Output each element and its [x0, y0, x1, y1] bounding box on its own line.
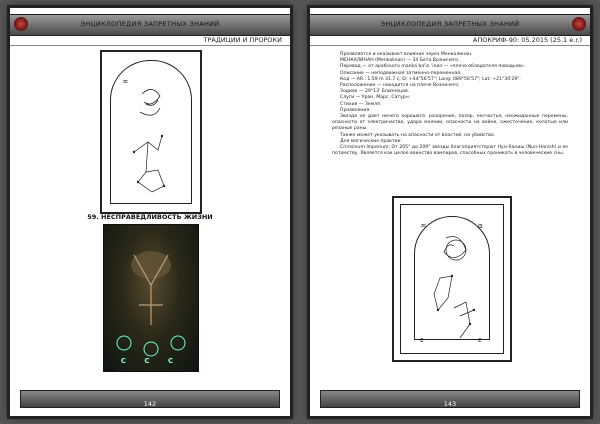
text-line: Стихия — Земля.	[340, 101, 382, 107]
text-line: Также может указывать на опасности от властей, на убийство.	[340, 132, 496, 138]
header-title: ЭНЦИКЛОПЕДИЯ ЗАПРЕТНЫХ ЗНАНИЙ	[380, 20, 520, 28]
text-line: Для магических практик:	[340, 138, 402, 144]
text-line: Зодиак — 29°13' Близнецов.	[340, 89, 410, 95]
section-title: АПОКРИФ-90: 05.2015 (25.1 e.r.)	[472, 36, 582, 44]
text-line: Crimsinum Imperium: От 205° до 209° звезды благоприятствуют Нун-Ханиш (Nun-Hanish) и ее потомству. Является как целое воинство вампиров, способных проникать в человеческие сны.	[332, 145, 568, 157]
emblem-icon	[572, 17, 586, 31]
figure-caption: 59. НЕСПРАВЕДЛИВОСТЬ ЖИЗНИ	[87, 213, 213, 221]
sigil-frame	[100, 50, 202, 214]
text-line: Описание — неподвижная затменно-переменная.	[340, 70, 462, 76]
page-footer	[320, 390, 580, 408]
text-line: Перевод — от арабского manka ba'in 'inan — «плечо обладателя поводьев».	[340, 64, 526, 70]
divider	[10, 45, 290, 46]
left-page	[10, 8, 290, 416]
svg-text:♒: ♒	[122, 78, 129, 86]
header-bar	[310, 14, 590, 36]
sigil-drawing	[394, 198, 510, 360]
tarot-labels: С С С	[120, 357, 182, 365]
divider	[310, 45, 590, 46]
header-title: ЭНЦИКЛОПЕДИЯ ЗАПРЕТНЫХ ЗНАНИЙ	[80, 20, 220, 28]
glyph-1: ♒	[420, 222, 427, 230]
page-number: 143	[443, 400, 457, 408]
sigil-drawing	[102, 52, 200, 212]
emblem-icon	[14, 17, 28, 31]
text-line: Код — AR.: 1.59 m 31.7 c; D: +44°56'57"; Long: 089°56'57"; Lat: +21°30'29".	[340, 76, 521, 82]
tarot-card-image	[103, 224, 199, 372]
text-line: Звезда не дает ничего хорошего: разорение, позор, несчастья, неожиданные перемены, опасности от электричества, удара молнии, опасности на войне, ожесточение, колотые или резаные раны.	[332, 114, 568, 132]
text-line: Расположение — находится на плече Возничего.	[340, 83, 460, 89]
text-line: Проявляется и оказывает влияние через Менкалинан.	[340, 52, 473, 57]
glyph-4: ε	[478, 336, 482, 344]
page-footer	[20, 390, 280, 408]
body-text	[332, 52, 568, 157]
header-bar	[10, 14, 290, 36]
right-page	[310, 8, 590, 416]
text-line: МЕНКАЛИНАН (Menkalinan) — 34 Бета Возничего.	[340, 58, 460, 64]
glyph-2: α	[478, 222, 483, 230]
sigil-frame	[392, 196, 512, 362]
glyph-3: ε	[420, 336, 424, 344]
page-number: 142	[143, 400, 157, 408]
text-line: Проявления:	[340, 107, 371, 113]
text-line: Слуги — Уран, Марс, Сатурн.	[340, 95, 411, 101]
section-title: ТРАДИЦИИ И ПРОРОКИ	[203, 36, 282, 44]
